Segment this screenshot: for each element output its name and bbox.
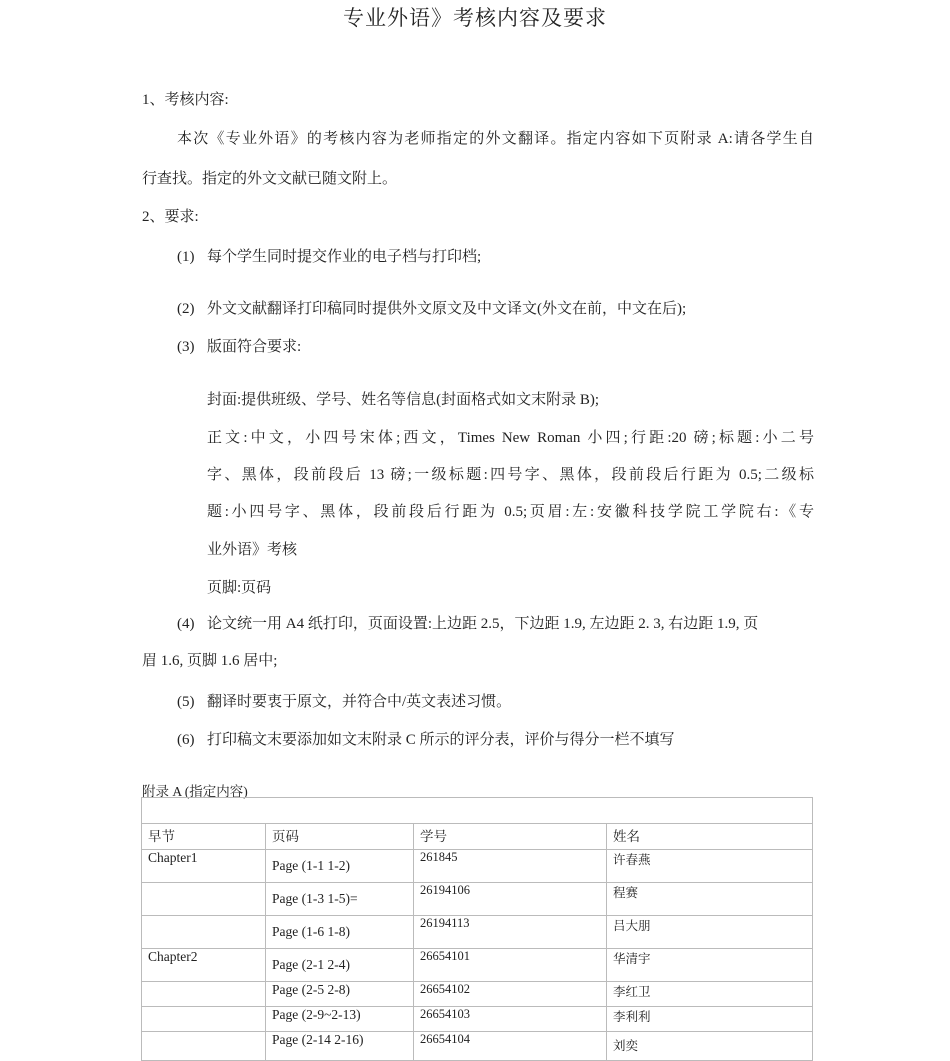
item-text: 版面符合要求: bbox=[207, 339, 302, 355]
section1-para-line1: 本次《专业外语》的考核内容为老师指定的外文翻译。指定内容如下页附录 A:请各学生自 bbox=[177, 131, 814, 147]
student-id-cell: 26654104 bbox=[414, 1032, 607, 1061]
requirement-item-6 bbox=[177, 728, 675, 749]
chapter-cell bbox=[142, 1007, 266, 1032]
header-chapter: 早节 bbox=[142, 824, 266, 850]
section1-heading: 1、考核内容: bbox=[142, 92, 229, 108]
student-id-cell: 26194113 bbox=[414, 916, 607, 949]
requirement-item-5 bbox=[177, 690, 511, 711]
body-format-line-1: 正文:中文，小四号宋体;西文，Times New Roman 小四;行距:20 磅;标题:小二号 bbox=[207, 430, 814, 446]
chapter-cell bbox=[142, 883, 266, 916]
student-id-cell: 26654103 bbox=[414, 1007, 607, 1032]
table-row bbox=[142, 883, 813, 916]
item-number: (4) bbox=[177, 616, 195, 632]
item-text: 每个学生同时提交作业的电子档与打印档; bbox=[207, 249, 482, 265]
footer-requirement: 页脚:页码 bbox=[207, 580, 272, 596]
chapter-cell bbox=[142, 1032, 266, 1061]
pages-cell: Page (1-6 1-8) bbox=[266, 916, 414, 949]
item-text: 打印稿文末要添加如文末附录 C 所示的评分表，评价与得分一栏不填写 bbox=[207, 732, 675, 748]
section2-heading: 2、要求: bbox=[142, 209, 199, 225]
pages-cell: Page (2-1 2-4) bbox=[266, 949, 414, 982]
header-name: 姓名 bbox=[607, 824, 813, 850]
student-name-cell: 李利利 bbox=[607, 1007, 813, 1032]
item-number: (6) bbox=[177, 732, 195, 748]
item-text: 外文文献翻译打印稿同时提供外文原文及中文译文(外文在前，中文在后); bbox=[207, 301, 687, 317]
body-format-line-2: 字、黑体，段前段后 13 磅;一级标题:四号字、黑体，段前段后行距为 0.5;二级标 bbox=[207, 467, 814, 483]
item-text: 翻译时要衷于原文，并符合中/英文表述习惯。 bbox=[207, 694, 512, 710]
requirement-item-4 bbox=[177, 612, 814, 633]
requirement-item-3 bbox=[177, 335, 301, 356]
pages-cell: Page (2-5 2-8) bbox=[266, 982, 414, 1007]
table-header-row bbox=[142, 824, 813, 850]
student-id-cell: 261845 bbox=[414, 850, 607, 883]
table-row bbox=[142, 916, 813, 949]
chapter-cell: Chapter2 bbox=[142, 949, 266, 982]
requirement-item-1 bbox=[177, 245, 481, 266]
table-row bbox=[142, 982, 813, 1007]
student-id-cell: 26194106 bbox=[414, 883, 607, 916]
item-number: (5) bbox=[177, 694, 195, 710]
chapter-cell: Chapter1 bbox=[142, 850, 266, 883]
appendix-caption: 附录 A (指定内容) bbox=[142, 784, 248, 799]
student-name-cell: 李红卫 bbox=[607, 982, 813, 1007]
chapter-cell bbox=[142, 916, 266, 949]
section1-para-line2: 行查找。指定的外文文献已随文附上。 bbox=[142, 171, 398, 187]
table-blank-row bbox=[142, 798, 813, 824]
table-row bbox=[142, 1007, 813, 1032]
page-title: 专业外语》考核内容及要求 bbox=[343, 6, 607, 30]
item-number: (2) bbox=[177, 301, 195, 317]
student-name-cell: 吕大朋 bbox=[607, 916, 813, 949]
requirement-item-4-cont: 眉 1.6, 页脚 1.6 居中; bbox=[142, 653, 278, 669]
pages-cell: Page (2-14 2-16) bbox=[266, 1032, 414, 1061]
student-id-cell: 26654102 bbox=[414, 982, 607, 1007]
body-format-line-4: 业外语》考核 bbox=[207, 542, 298, 558]
student-name-cell: 许春燕 bbox=[607, 850, 813, 883]
appendix-table bbox=[141, 797, 813, 1061]
student-name-cell: 刘奕 bbox=[607, 1032, 813, 1061]
header-student-id: 学号 bbox=[414, 824, 607, 850]
table-row bbox=[142, 949, 813, 982]
table-row bbox=[142, 1032, 813, 1061]
pages-cell: Page (1-3 1-5)= bbox=[266, 883, 414, 916]
cover-requirement: 封面:提供班级、学号、姓名等信息(封面格式如文末附录 B); bbox=[207, 392, 600, 408]
header-pages: 页码 bbox=[266, 824, 414, 850]
requirement-item-2 bbox=[177, 297, 686, 318]
table-row bbox=[142, 850, 813, 883]
item-number: (3) bbox=[177, 339, 195, 355]
student-name-cell: 华清宇 bbox=[607, 949, 813, 982]
item-number: (1) bbox=[177, 249, 195, 265]
item-text: 论文统一用 A4 纸打印，页面设置:上边距 2.5，下边距 1.9, 左边距 2. 3, 右边距 1.9, 页 bbox=[207, 616, 759, 632]
body-format-line-3: 题:小四号字、黑体，段前段后行距为 0.5;页眉:左:安徽科技学院工学院右:《专 bbox=[207, 504, 814, 520]
chapter-cell bbox=[142, 982, 266, 1007]
student-name-cell: 程赛 bbox=[607, 883, 813, 916]
pages-cell: Page (1-1 1-2) bbox=[266, 850, 414, 883]
student-id-cell: 26654101 bbox=[414, 949, 607, 982]
pages-cell: Page (2-9~2-13) bbox=[266, 1007, 414, 1032]
